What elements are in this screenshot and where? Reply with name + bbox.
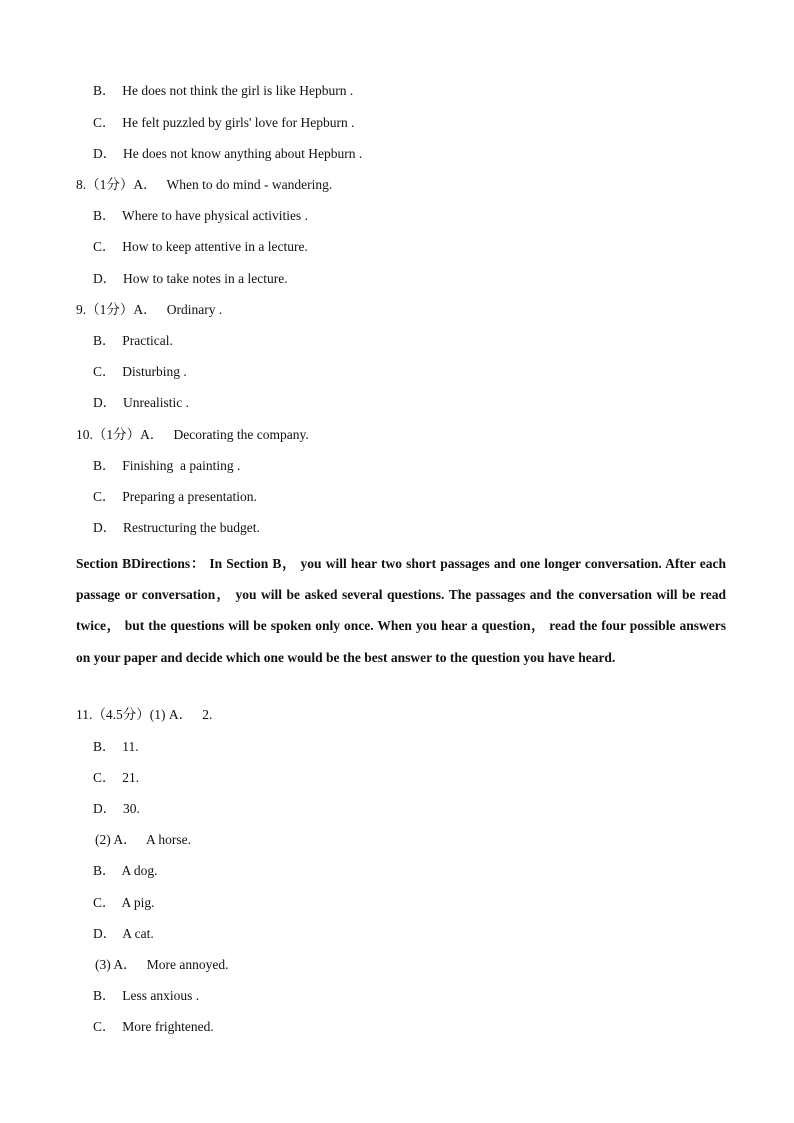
q10-option-c: C． Preparing a presentation. [93, 489, 257, 504]
q11-1-option-c: C． 21. [93, 770, 140, 785]
q11-2-option-d: D． A cat. [93, 926, 154, 941]
q8-option-c: C． How to keep attentive in a lecture. [93, 239, 308, 254]
q11-3-option-a: (3) A． More annoyed. [95, 957, 229, 972]
q11-1-option-d: D． 30. [93, 801, 140, 816]
q11-1-option-a: 11.（4.5分）(1) A． 2. [76, 707, 213, 722]
q11-2-option-a: (2) A． A horse. [95, 832, 191, 847]
q8-option-b: B． Where to have physical activities . [93, 208, 308, 223]
q11-2-option-b: B． A dog. [93, 863, 158, 878]
q9-option-c: C． Disturbing . [93, 364, 187, 379]
q11-2-option-c: C． A pig. [93, 895, 155, 910]
q7-option-b: B． He does not think the girl is like Hepburn . [93, 83, 354, 98]
q7-option-c: C． He felt puzzled by girls' love for Hepburn . [93, 115, 355, 130]
q10-option-b: B． Finishing a painting . [93, 458, 241, 473]
q11-3-option-c: C． More frightened. [93, 1019, 214, 1034]
q10-option-a: 10.（1分）A． Decorating the company. [76, 427, 309, 442]
q8-option-a: 8.（1分）A． When to do mind - wandering. [76, 177, 333, 192]
q8-option-d: D． How to take notes in a lecture. [93, 271, 288, 286]
section-b-directions: Section BDirections： In Section B， you will hear two short passages and one longer conversation. After each passage or conversation， you will be asked several questions. The passages and the conversation will be read twice， but the questions will be spoken only once. When you hear a question， read the four possible answers on your paper and decide which one would be the best answer to the question you have heard. [76, 556, 726, 665]
q9-option-b: B． Practical. [93, 333, 173, 348]
q9-option-d: D． Unrealistic . [93, 395, 189, 410]
q11-3-option-b: B． Less anxious . [93, 988, 200, 1003]
q10-option-d: D． Restructuring the budget. [93, 520, 260, 535]
q9-option-a: 9.（1分）A． Ordinary . [76, 302, 223, 317]
q11-1-option-b: B． 11. [93, 739, 139, 754]
q7-option-d: D． He does not know anything about Hepburn . [93, 146, 363, 161]
